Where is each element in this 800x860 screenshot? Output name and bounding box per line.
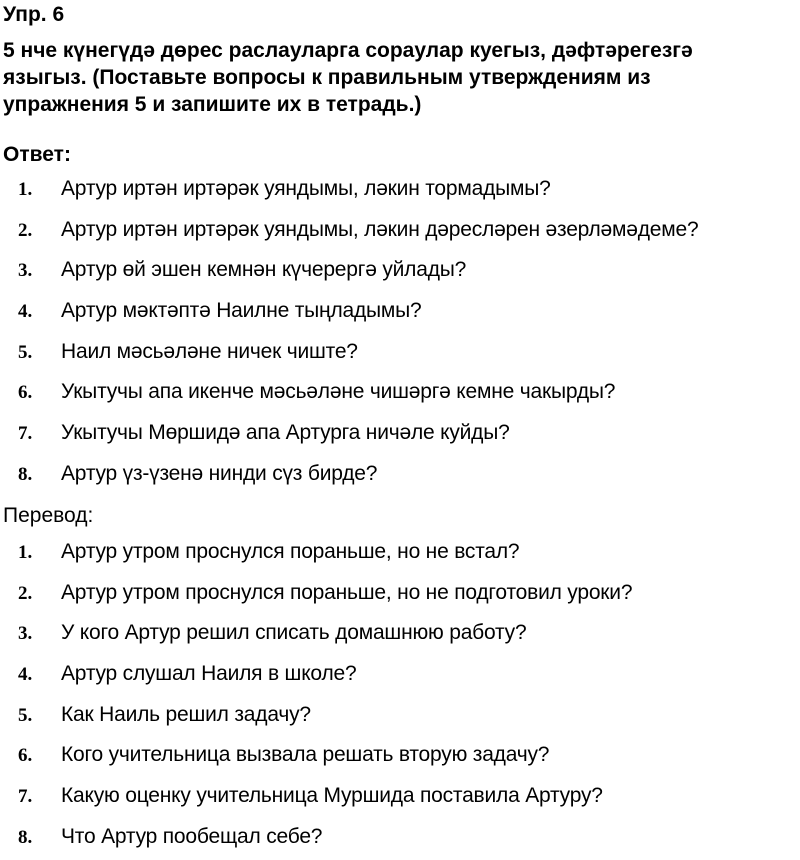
list-item [0,212,800,253]
item-number: 6. [18,382,33,404]
item-number: 2. [18,582,33,604]
list-item [0,534,800,575]
task-line: упражнения 5 и запишите их в тетрадь.) [3,93,422,116]
task-line: языгыз. (Поставьте вопросы к правильным утверждениям из [3,66,651,89]
translation-list [0,534,800,860]
item-text: Артур мәктәптә Наилне тыңладымы? [61,299,422,323]
exercise-title: Упр. 6 [3,3,65,26]
item-text: Артур утром проснулся пораньше, но не подготовил уроки? [61,580,633,604]
list-item [0,415,800,456]
item-text: Наил мәсьәләне ничек чиште? [61,339,358,363]
list-item [0,697,800,738]
item-number: 7. [18,786,33,808]
list-item [0,737,800,778]
answer-heading: Ответ: [3,143,71,166]
item-number: 2. [18,219,33,241]
list-item [0,615,800,656]
item-number: 3. [18,260,33,282]
answer-list [0,171,800,497]
list-item [0,252,800,293]
task-line: 5 нче күнегүдә дөрес раслауларга сораулар куегыз, дәфтәрегезгә [3,39,693,62]
list-item [0,819,800,860]
item-text: Кого учительница вызвала решать вторую задачу? [61,743,550,767]
list-item [0,334,800,375]
item-text: Укытучы Мөршидә апа Артурга ничәле куйды? [61,421,510,445]
item-number: 1. [18,179,33,200]
item-text: Как Наиль решил задачу? [61,702,311,726]
list-item [0,456,800,497]
item-number: 3. [18,623,33,645]
item-text: Артур иртән иртәрәк уяндымы, ләкин тормадымы? [61,177,551,200]
item-text: Артур үз-үзенә нинди сүз бирде? [61,461,378,485]
list-item [0,575,800,616]
item-number: 8. [18,826,33,848]
item-text: Что Артур пообещал себе? [61,824,323,848]
exercise-task [3,37,798,118]
item-number: 5. [18,341,33,363]
item-number: 4. [18,664,33,686]
list-item [0,374,800,415]
item-text: Укытучы апа икенче мәсьәләне чишәргә кемне чакырды? [61,380,616,404]
item-text: У кого Артур решил списать домашнюю работу? [61,621,527,645]
list-item [0,171,800,212]
item-text: Артур иртән иртәрәк уяндымы, ләкин дәресләрен әзерләмәдеме? [61,217,699,241]
list-item [0,293,800,334]
item-number: 7. [18,423,33,445]
item-number: 5. [18,704,33,726]
item-text: Какую оценку учительница Муршида поставила Артуру? [61,784,603,808]
item-number: 4. [18,301,33,323]
translation-heading: Перевод: [3,504,94,527]
item-text: Артур өй эшен кемнән күчерергә уйлады? [61,258,467,282]
item-text: Артур слушал Наиля в школе? [61,662,357,686]
item-number: 1. [18,542,33,563]
item-number: 8. [18,463,33,485]
list-item [0,778,800,819]
item-number: 6. [18,745,33,767]
item-text: Артур утром проснулся пораньше, но не встал? [61,540,520,563]
list-item [0,656,800,697]
